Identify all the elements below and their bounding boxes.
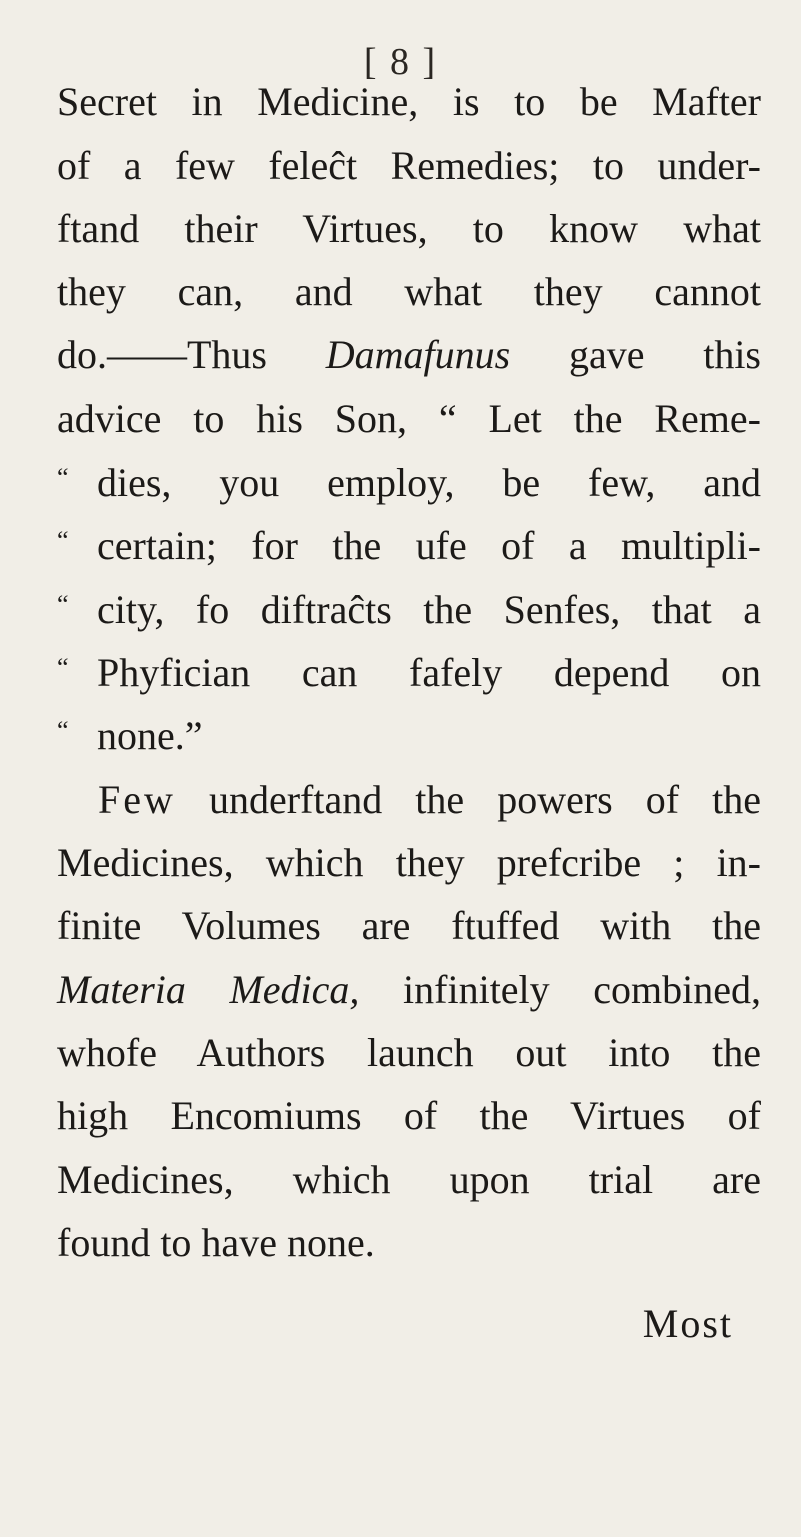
text-line: finite Volumes are ftuffed with the: [57, 903, 761, 948]
page-number-header: [ 8 ]: [363, 41, 438, 83]
text-line: ftand their Virtues, to know what: [57, 206, 761, 251]
small-caps-lead: Few: [98, 777, 176, 822]
text-line: advice to his Son, “ Let the Reme-: [57, 396, 761, 441]
text-line: of a few feleĉt Remedies; to under-: [57, 143, 761, 188]
text-line: “ none.”: [57, 713, 203, 758]
quote-mark: “: [57, 590, 69, 619]
text-line: found to have none.: [57, 1220, 375, 1265]
italic-name: Damafunus: [325, 332, 511, 377]
text-line: “ dies, you employ, be few, and: [57, 460, 761, 505]
catchword: Most: [642, 1301, 733, 1346]
text-line: whofe Authors launch out into the: [57, 1030, 761, 1075]
text-line: “ Phyfician can fafely depend on: [57, 650, 761, 695]
text-line: they can, and what they cannot: [57, 269, 761, 314]
quote-mark: “: [57, 716, 69, 745]
text-line: Materia Medica, infinitely combined,: [57, 967, 762, 1012]
quote-mark: “: [57, 463, 69, 492]
quote-mark: “: [57, 526, 69, 555]
text-line: Medicines, which they prefcribe ; in-: [57, 840, 761, 885]
text-line: “ certain; for the ufe of a multipli-: [57, 523, 761, 568]
italic-title: Materia Medica,: [57, 967, 360, 1012]
quote-mark: “: [57, 653, 69, 682]
text-line: Secret in Medicine, is to be Mafter: [57, 79, 761, 124]
text-line: “ city, fo diftraĉts the Senfes, that a: [57, 587, 761, 632]
text-line: Few underftand the powers of the: [98, 777, 762, 822]
text-line: high Encomiums of the Virtues of: [57, 1093, 761, 1138]
text-line: Medicines, which upon trial are: [57, 1157, 761, 1202]
text-line: do.——Thus Damafunus gave this: [57, 332, 761, 377]
